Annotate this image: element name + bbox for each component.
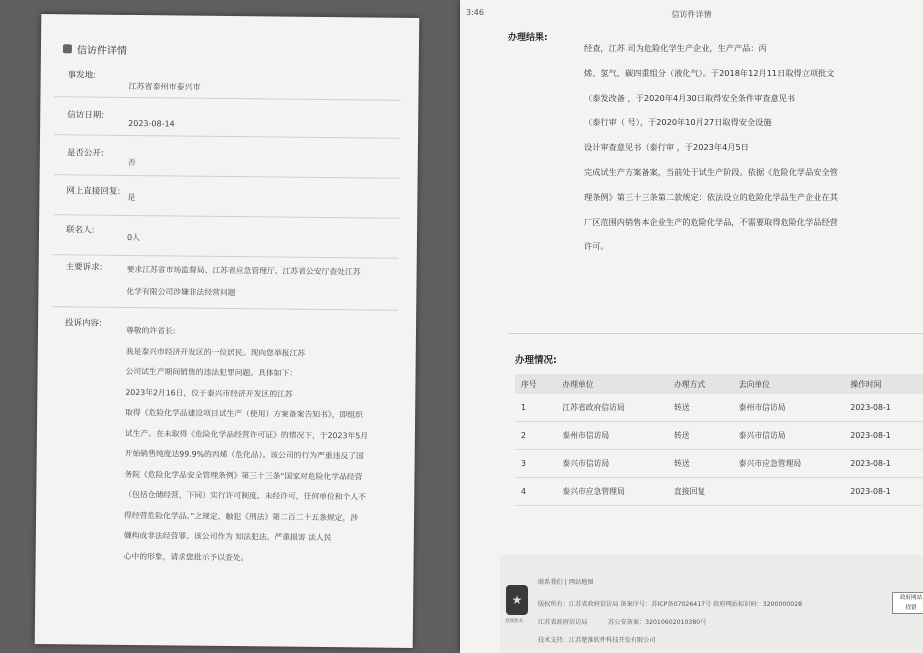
field-label: 是否公开: <box>66 148 104 159</box>
field-online-reply <box>53 174 399 219</box>
column-header: 办理单位 <box>556 374 668 394</box>
process-title: 办理情况: <box>515 355 557 366</box>
field-label: 联名人: <box>65 225 95 236</box>
footer-police-record: 苏公安备案：32010602010380号 <box>608 619 707 626</box>
field-appeal <box>52 254 399 311</box>
gov-site-error-badge[interactable]: 政府网站 找错 <box>892 592 923 614</box>
table-cell: 泰兴市信访局 <box>733 422 845 450</box>
column-header: 序号 <box>515 374 556 394</box>
table-cell <box>733 478 845 506</box>
result-label: 办理结果: <box>508 33 548 43</box>
site-footer <box>500 555 923 653</box>
field-label: 主要诉求: <box>65 262 103 273</box>
page-header-title: 信访件详情 <box>671 10 712 19</box>
column-header: 去向单位 <box>733 374 845 394</box>
field-value: 否 <box>127 157 136 168</box>
field-value: 0人 <box>126 232 141 243</box>
table-cell: 直接回复 <box>668 478 733 506</box>
footer-org: 江苏省政府信访局 <box>538 619 588 626</box>
table-cell: 泰兴市应急管理局 <box>556 478 668 506</box>
footer-links[interactable]: 联系我们 | 网站地图 <box>538 579 594 586</box>
field-value: 2023-08-14 <box>128 118 175 129</box>
table-cell: 2023-08-1 <box>844 478 923 506</box>
field-cosigners <box>53 214 399 259</box>
footer-tech-support: 技术支持：江苏楚淮软件科技开发有限公司 <box>538 637 656 644</box>
table-cell: 2023-08-1 <box>844 450 923 478</box>
field-value: 是 <box>127 192 136 203</box>
result-text: 经查，江苏 司为危险化学生产企业，生产产品：丙 烯、氢气、碳四重组分（液化气）。于2018年12月11日取得立项批文 （泰发改备 ，于2020年4月30日取得安全条件审查意见书 （泰行审（ 号），于2020年10月27日取得安全设施 设计审查意见书（泰行审 ，于2023年4月5日 完成试生产方案备案，当前处于试生产阶段。依据《危险化学品安全管 理条例》第三十三条第二款规定：依法设立的危险化学品生产企业在其 厂区范围内销售本企业生产的危险化学品，不需要取得危险化学品经营 许可。 <box>584 43 838 252</box>
divider <box>508 333 923 334</box>
table-cell: 转送 <box>668 450 733 478</box>
field-complaint <box>49 306 399 648</box>
table-row <box>515 478 923 506</box>
table-row <box>515 422 923 450</box>
result-page <box>460 0 923 653</box>
card-header <box>63 41 127 57</box>
column-header: 操作时间 <box>844 374 923 394</box>
document-icon <box>63 44 72 53</box>
field-location <box>54 56 400 101</box>
table-cell: 泰兴市信访局 <box>556 450 668 478</box>
table-cell: 泰兴市应急管理局 <box>733 450 845 478</box>
emblem-caption: 党政机关 <box>505 619 523 624</box>
status-clock: 3:46 <box>466 8 484 17</box>
footer-copyright: 版权所有：江苏省政府信访局 备案序号：苏ICP备07026417号 政府网站标识码：3200000028 <box>538 601 803 608</box>
appeal-text: 要求江苏省市场监督局、江苏省应急管理厅、江苏省公安厅查处江苏 化学有限公司涉嫌非法经营问题 <box>126 264 361 298</box>
table-cell: 转送 <box>668 394 733 422</box>
field-public <box>54 134 400 179</box>
party-emblem-icon: ★ <box>506 585 528 615</box>
table-row <box>515 394 923 422</box>
column-header: 办理方式 <box>668 374 733 394</box>
field-label: 投诉内容: <box>65 318 102 329</box>
table-cell: 2023-08-1 <box>844 422 923 450</box>
process-table <box>515 374 923 506</box>
complaint-detail-page <box>35 14 420 648</box>
table-cell: 转送 <box>668 422 733 450</box>
field-label: 事发地: <box>67 70 97 81</box>
field-label: 网上直接回复: <box>66 186 121 197</box>
table-cell: 江苏省政府信访局 <box>556 394 668 422</box>
table-cell: 1 <box>515 394 556 422</box>
table-cell: 泰州市信访局 <box>556 422 668 450</box>
card-title: 信访件详情 <box>76 45 127 57</box>
complaint-text: 尊敬的许省长: 我是泰兴市经济开发区的一位居民。现向您举报江苏 公司试生产期间销售的违法犯罪问题。具体如下： 2023年2月16日，位于泰兴市经济开发区的江苏 取得《危险化学品建设项目试生产（使用）方案备案告知书》，即组织 试生产。在未取得《危险化学品经营许可证》的情况下，于2023年5月 开始销售纯度达99.9%的丙烯（危化品）。该公司的行为严重违反了国 务院《危险化学品安全管理条例》第三十三条“国家对危险化学品经营 （包括仓储经营，下同）实行许可制度。未经许可，任何单位和个人不 得经营危险化学品。”之规定，触犯《刑法》第二百二十五条规定，涉 嫌构成非法经营罪。该公司作为 知法犯法，严重损害 法人民 心中的形象，请求您批示予以查处。 <box>123 325 369 562</box>
table-row <box>515 450 923 478</box>
table-cell: 2 <box>515 422 556 450</box>
table-cell: 2023-08-1 <box>844 394 923 422</box>
table-cell: 泰州市信访局 <box>733 394 845 422</box>
table-header-row <box>515 374 923 394</box>
table-cell: 4 <box>515 478 556 506</box>
field-date <box>54 96 400 139</box>
field-value: 江苏省泰州市泰兴市 <box>128 81 201 92</box>
field-label: 信访日期: <box>67 110 105 121</box>
table-cell: 3 <box>515 450 556 478</box>
